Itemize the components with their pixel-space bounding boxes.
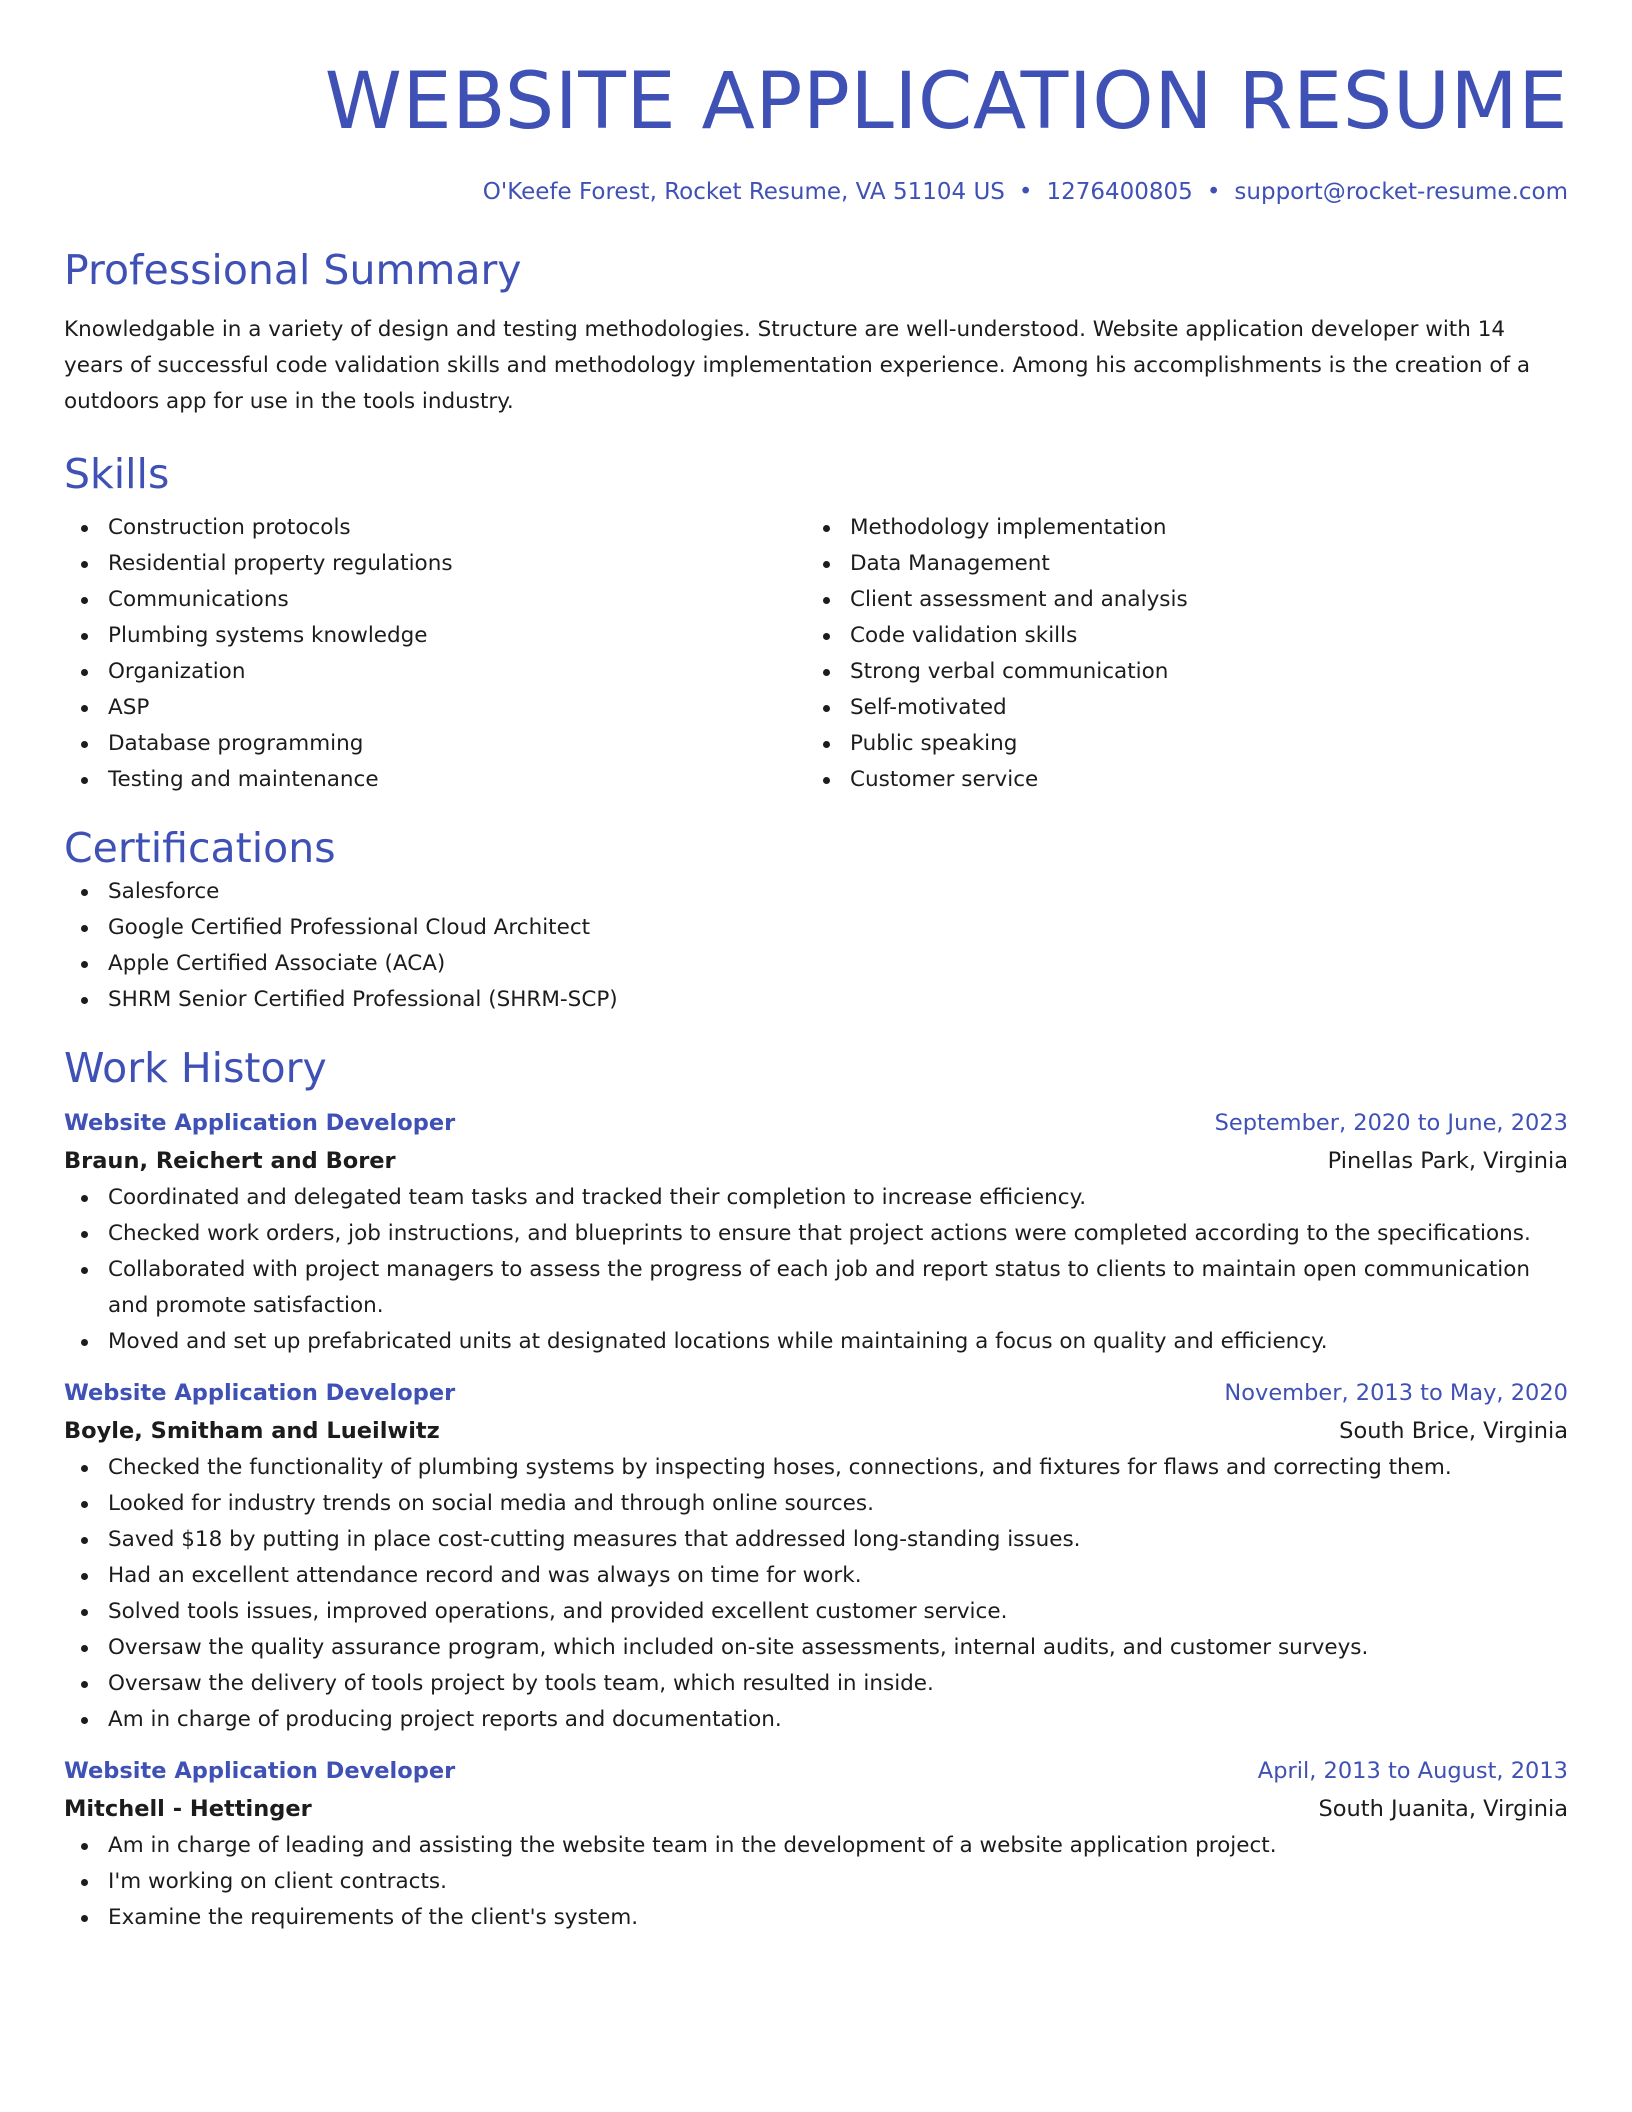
job-header-row [64, 1374, 1568, 1412]
certifications-list [64, 874, 1568, 1018]
skill-item: Self-motivated [806, 690, 1548, 726]
skill-item: Data Management [806, 546, 1548, 582]
certification-item: SHRM Senior Certified Professional (SHRM-SCP) [64, 982, 1568, 1018]
job-header-row [64, 1752, 1568, 1790]
skill-item: Plumbing systems knowledge [64, 618, 806, 654]
job-duties-list [64, 1828, 1568, 1936]
job-duty-item: Collaborated with project managers to assess the progress of each job and report status to clients to maintain open communication and promote satisfaction. [64, 1252, 1568, 1324]
job-company: Braun, Reichert and Borer [64, 1148, 396, 1174]
skills-list-right [806, 510, 1548, 798]
job-duty-item: Solved tools issues, improved operations, and provided excellent customer service. [64, 1594, 1568, 1630]
job-duties-list [64, 1180, 1568, 1360]
skill-item: Organization [64, 654, 806, 690]
job-dates: April, 2013 to August, 2013 [1257, 1758, 1568, 1784]
summary-text: Knowledgable in a variety of design and testing methodologies. Structure are well-understood. Website application developer with 14 years of successful code validation skills and methodology implementation experience. Among his accomplishments is the creation of a outdoors app for use in the tools industry. [64, 317, 1531, 414]
certifications-heading: Certifications [64, 824, 336, 872]
skills-columns [64, 510, 1568, 798]
certification-item: Salesforce [64, 874, 1568, 910]
job-dates: September, 2020 to June, 2023 [1214, 1110, 1568, 1136]
job-entry [64, 1104, 1568, 1360]
skill-item: ASP [64, 690, 806, 726]
skill-item: Construction protocols [64, 510, 806, 546]
job-location: South Juanita, Virginia [1318, 1796, 1568, 1822]
skill-item: Code validation skills [806, 618, 1548, 654]
job-duty-item: Am in charge of producing project reports and documentation. [64, 1702, 1568, 1738]
job-role: Website Application Developer [64, 1758, 456, 1784]
job-location: Pinellas Park, Virginia [1327, 1148, 1568, 1174]
contact-separator: • [1206, 179, 1221, 205]
job-entry [64, 1374, 1568, 1738]
job-header-row [64, 1104, 1568, 1142]
skill-item: Database programming [64, 726, 806, 762]
job-duty-item: Am in charge of leading and assisting the website team in the development of a website application project. [64, 1828, 1568, 1864]
skill-item: Testing and maintenance [64, 762, 806, 798]
contact-email[interactable]: support@rocket-resume.com [1234, 179, 1568, 205]
contact-line [64, 176, 1568, 208]
job-company: Boyle, Smitham and Lueilwitz [64, 1418, 440, 1444]
skill-item: Public speaking [806, 726, 1548, 762]
skill-item: Communications [64, 582, 806, 618]
job-duty-item: Oversaw the delivery of tools project by tools team, which resulted in inside. [64, 1666, 1568, 1702]
job-duties-list [64, 1450, 1568, 1738]
job-location: South Brice, Virginia [1339, 1418, 1568, 1444]
contact-phone: 1276400805 [1046, 179, 1193, 205]
certification-item: Apple Certified Associate (ACA) [64, 946, 1568, 982]
job-duty-item: Oversaw the quality assurance program, which included on-site assessments, internal audits, and customer surveys. [64, 1630, 1568, 1666]
skill-item: Customer service [806, 762, 1548, 798]
job-company-row [64, 1790, 1568, 1828]
skills-list-left [64, 510, 806, 798]
job-duty-item: Checked work orders, job instructions, and blueprints to ensure that project actions were completed according to the specifications. [64, 1216, 1568, 1252]
certification-item: Google Certified Professional Cloud Architect [64, 910, 1568, 946]
job-duty-item: Checked the functionality of plumbing systems by inspecting hoses, connections, and fixtures for flaws and correcting them. [64, 1450, 1568, 1486]
skills-heading: Skills [64, 450, 170, 498]
job-dates: November, 2013 to May, 2020 [1224, 1380, 1568, 1406]
contact-address: O'Keefe Forest, Rocket Resume, VA 51104 US [482, 179, 1005, 205]
resume-page [64, 0, 1568, 1936]
contact-separator: • [1018, 179, 1033, 205]
job-duty-item: I'm working on client contracts. [64, 1864, 1568, 1900]
job-company: Mitchell - Hettinger [64, 1796, 312, 1822]
skill-item: Strong verbal communication [806, 654, 1548, 690]
job-duty-item: Had an excellent attendance record and was always on time for work. [64, 1558, 1568, 1594]
job-role: Website Application Developer [64, 1110, 456, 1136]
job-duty-item: Moved and set up prefabricated units at designated locations while maintaining a focus on quality and efficiency. [64, 1324, 1568, 1360]
skill-item: Residential property regulations [64, 546, 806, 582]
job-duty-item: Looked for industry trends on social media and through online sources. [64, 1486, 1568, 1522]
job-company-row [64, 1142, 1568, 1180]
job-entry [64, 1752, 1568, 1936]
summary-heading: Professional Summary [64, 246, 522, 294]
job-duty-item: Saved $18 by putting in place cost-cutting measures that addressed long-standing issues. [64, 1522, 1568, 1558]
skill-item: Methodology implementation [806, 510, 1548, 546]
resume-title: WEBSITE APPLICATION RESUME [324, 57, 1568, 147]
work-history-heading: Work History [64, 1044, 327, 1092]
job-duty-item: Examine the requirements of the client's system. [64, 1900, 1568, 1936]
job-duty-item: Coordinated and delegated team tasks and tracked their completion to increase efficiency. [64, 1180, 1568, 1216]
job-role: Website Application Developer [64, 1380, 456, 1406]
job-company-row [64, 1412, 1568, 1450]
skill-item: Client assessment and analysis [806, 582, 1548, 618]
